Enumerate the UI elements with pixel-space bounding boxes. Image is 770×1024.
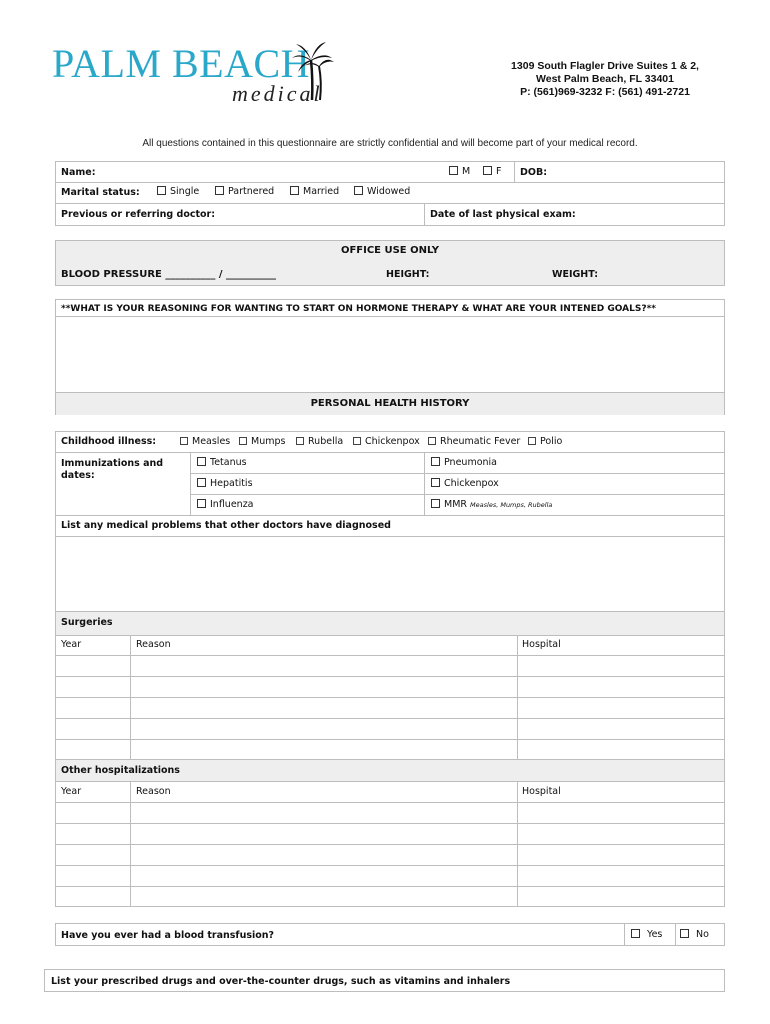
sex-f-label: F [496,166,502,177]
drugs-label: List your prescribed drugs and over-the-counter drugs, such as vitamins and inhalers [51,976,511,987]
mmr-note: Measles, Mumps, Rubella [470,501,553,509]
logo-text: PALM BEACH [52,41,311,86]
pneumonia-label: Pneumonia [444,457,497,468]
blood-pressure-label: BLOOD PRESSURE __________ / __________ [61,269,276,280]
medical-problems-answer-area[interactable] [56,537,724,610]
chickenpox-vaccine-label: Chickenpox [444,478,499,489]
height-label: HEIGHT: [386,269,430,280]
name-label: Name: [61,167,96,178]
marital-widowed-checkbox[interactable] [354,186,363,195]
marital-partnered-label: Partnered [228,186,275,197]
pneumonia-checkbox[interactable] [431,457,440,466]
weight-label: WEIGHT: [552,269,599,280]
childhood-illness-label: Childhood illness: [61,436,157,447]
transfusion-question: Have you ever had a blood transfusion? [61,930,275,941]
surgeries-title: Surgeries [61,617,113,628]
goals-answer-area[interactable] [56,317,724,392]
rheumatic-fever-label: Rheumatic Fever [440,436,521,447]
marital-partnered-checkbox[interactable] [215,186,224,195]
marital-single-checkbox[interactable] [157,186,166,195]
mmr-checkbox[interactable] [431,499,440,508]
rubella-label: Rubella [308,436,344,447]
address-phone-fax: P: (561)969-3232 F: (561) 491-2721 [520,86,690,98]
hospitalizations-col-hospital: Hospital [522,786,561,797]
influenza-checkbox[interactable] [197,499,206,508]
measles-checkbox[interactable] [180,437,188,445]
rubella-checkbox[interactable] [296,437,304,445]
surgeries-col-year: Year [61,639,82,650]
polio-label: Polio [540,436,563,447]
referring-doctor-label: Previous or referring doctor: [61,209,216,220]
address-line-1: 1309 South Flagler Drive Suites 1 & 2, [511,60,699,72]
surgeries-col-reason: Reason [136,639,171,650]
confidentiality-notice: All questions contained in this questionnaire are strictly confidential and will become part of your medical record. [142,138,638,149]
last-exam-label: Date of last physical exam: [430,209,576,220]
transfusion-no-checkbox[interactable] [680,929,689,938]
mumps-checkbox[interactable] [239,437,247,445]
medical-problems-label: List any medical problems that other doctors have diagnosed [61,520,391,531]
hepatitis-checkbox[interactable] [197,478,206,487]
office-use-title: OFFICE USE ONLY [340,245,440,256]
dob-label: DOB: [520,167,548,178]
address-line-2: West Palm Beach, FL 33401 [536,73,674,85]
transfusion-yes-label: Yes [647,929,663,940]
measles-label: Measles [192,436,231,447]
personal-health-history-title: PERSONAL HEALTH HISTORY [310,398,470,409]
chickenpox-checkbox[interactable] [353,437,361,445]
mumps-label: Mumps [251,436,286,447]
tetanus-label: Tetanus [210,457,247,468]
hospitalizations-col-year: Year [61,786,82,797]
marital-widowed-label: Widowed [367,186,411,197]
marital-married-checkbox[interactable] [290,186,299,195]
logo-subtitle: medical [232,81,323,106]
sex-f-checkbox[interactable] [483,166,492,175]
marital-married-label: Married [303,186,340,197]
marital-single-label: Single [170,186,200,197]
chickenpox-label: Chickenpox [365,436,420,447]
transfusion-no-label: No [696,929,709,940]
sex-m-checkbox[interactable] [449,166,458,175]
hepatitis-label: Hepatitis [210,478,253,489]
clinic-address [490,60,720,99]
polio-checkbox[interactable] [528,437,536,445]
mmr-label: MMR [444,499,467,510]
immunizations-label: Immunizations and dates: [61,458,164,481]
marital-status-label: Marital status: [61,187,140,198]
palm-tree-logo-icon [292,40,334,102]
transfusion-yes-checkbox[interactable] [631,929,640,938]
tetanus-checkbox[interactable] [197,457,206,466]
chickenpox-vaccine-checkbox[interactable] [431,478,440,487]
surgeries-col-hospital: Hospital [522,639,561,650]
influenza-label: Influenza [210,499,254,510]
hospitalizations-col-reason: Reason [136,786,171,797]
rheumatic-fever-checkbox[interactable] [428,437,436,445]
sex-m-label: M [462,166,471,177]
goals-question: **WHAT IS YOUR REASONING FOR WANTING TO START ON HORMONE THERAPY & WHAT ARE YOUR INTENED GOALS?** [61,304,656,314]
hospitalizations-title: Other hospitalizations [61,765,180,776]
